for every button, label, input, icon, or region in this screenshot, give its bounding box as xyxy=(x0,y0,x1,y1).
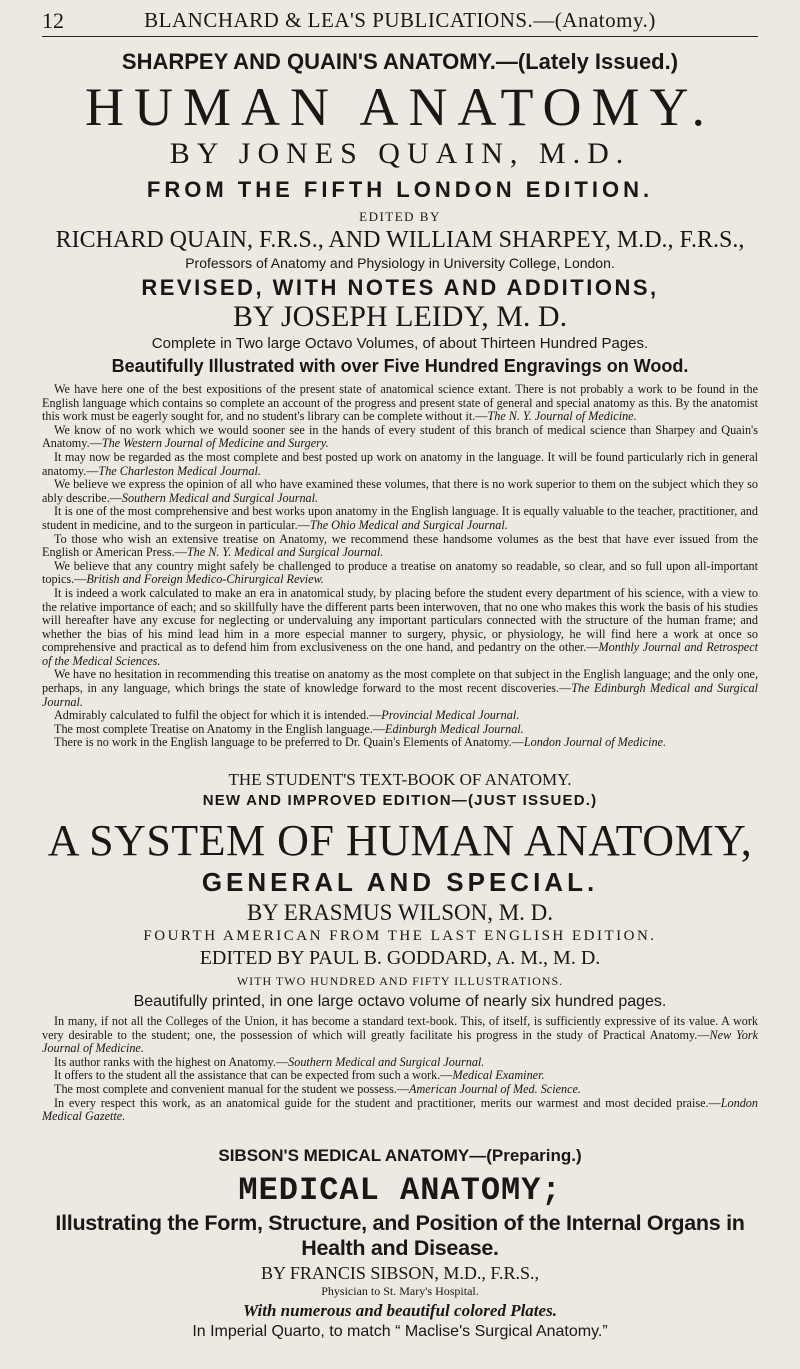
review-item: It is one of the most comprehensive and best works upon anatomy in the English language. It is equally valuable to the teacher, practitioner, and student in medicine, and to the surgeon in particular.—The Ohio Medical and Surgical Journal. xyxy=(42,504,758,532)
revised-line: REVISED, WITH NOTES AND ADDITIONS, xyxy=(141,275,659,300)
review-item: The most complete Treatise on Anatomy in the English language.—Edinburgh Medical Journal. xyxy=(54,721,524,736)
review-item: We have no hesitation in recommending this treatise on anatomy as the most complete on that subject in the English language; and the only one, perhaps, in any language, which brings the state of knowledge forward to the most recent discoveries.—The Edinburgh Medical and Surgical Journal. xyxy=(42,667,758,709)
author-byline: BY JONES QUAIN, M.D. xyxy=(169,137,631,170)
editors-line: RICHARD QUAIN, F.R.S., AND WILLIAM SHARPEY, M.D., F.R.S., xyxy=(55,227,745,253)
illustrations-line: WITH TWO HUNDRED AND FIFTY ILLUSTRATIONS. xyxy=(236,974,564,989)
review-item: In every respect this work, as an anatomical guide for the student and practitioner, merits our warmest and most decided praise.—London Medical Gazette. xyxy=(42,1095,758,1124)
editor-line: EDITED BY PAUL B. GODDARD, A. M., M. D. xyxy=(199,947,601,970)
page-number: 12 xyxy=(42,8,64,33)
review-item: Its author ranks with the highest on Anatomy.—Southern Medical and Surgical Journal. xyxy=(54,1054,485,1069)
review-item: It is indeed a work calculated to make an era in anatomical study, by placing before the student every department of his science, with a view to the relative importance of each; and so skillfully have the different parts been interwoven, that no one who makes this work the basis of his studies will hereafter have any excuse for neglecting or undervaluing any important particulars connected with the structure of the human frame; and whether the bias of his mind lead him in a more especial manner to surgery, physic, or physiology, he will find here a work at once so comprehensive and practical as to defend him from exclusiveness on the one hand, and pedantry on the other.—Monthly Journal and Retrospect of the Medical Sciences. xyxy=(42,585,758,668)
volume-description: Complete in Two large Octavo Volumes, of about Thirteen Hundred Pages. xyxy=(151,335,649,352)
review-item: There is no work in the English language to be preferred to Dr. Quain's Elements of Anatomy.—London Journal of Medicine. xyxy=(54,735,667,750)
format-line: In Imperial Quarto, to match “ Maclise's Surgical Anatomy.” xyxy=(192,1322,608,1340)
book-title: HUMAN ANATOMY. xyxy=(84,77,716,137)
review-item: It offers to the student all the assistance that can be expected from such a work.—Medical Examiner. xyxy=(54,1068,545,1083)
review-list xyxy=(42,1015,758,1124)
reviser-byline: BY JOSEPH LEIDY, M. D. xyxy=(232,300,568,333)
plates-line: With numerous and beautiful colored Plates. xyxy=(243,1300,557,1320)
section-heading: SHARPEY AND QUAIN'S ANATOMY.—(Lately Issued.) xyxy=(121,49,679,74)
review-list xyxy=(42,383,758,750)
review-item: Admirably calculated to fulfil the object for which it is intended.—Provincial Medical Journal. xyxy=(54,708,520,723)
section-heading: THE STUDENT'S TEXT-BOOK OF ANATOMY. xyxy=(228,770,572,790)
review-item: In many, if not all the Colleges of the Union, it has become a standard text-book. This, of itself, is sufficiently expressive of its value. A work very desirable to the student; one, the possession of which will greatly facilitate his progress in the study of Practical Anatomy.—New York Journal of Medicine. xyxy=(42,1014,758,1056)
volume-description: Beautifully printed, in one large octavo volume of nearly six hundred pages. xyxy=(133,993,667,1011)
book-subtitle: GENERAL AND SPECIAL. xyxy=(201,867,599,898)
author-affiliation: Physician to St. Mary's Hospital. xyxy=(321,1283,479,1298)
review-item: The most complete and convenient manual for the student we possess.—American Journal of Med. Science. xyxy=(54,1082,581,1096)
edited-by-label: EDITED BY xyxy=(359,209,441,224)
author-byline: BY FRANCIS SIBSON, M.D., F.R.S., xyxy=(261,1262,539,1283)
edition-line: FROM THE FIFTH LONDON EDITION. xyxy=(146,177,654,202)
edition-line: FOURTH AMERICAN FROM THE LAST ENGLISH EDITION. xyxy=(143,928,657,945)
review-item: We believe that any country might safely be challenged to produce a treatise on anatomy so readable, so clear, and so full upon all-important topics.—British and Foreign Medico-Chirurgical Review. xyxy=(42,558,758,587)
professors-line: Professors of Anatomy and Physiology in University College, London. xyxy=(185,255,615,271)
sharpey-quain-section xyxy=(42,49,758,750)
review-item: We believe we express the opinion of all who have examined these volumes, that there is no work superior to them on the subject which they so ably describe.—Southern Medical and Surgical Journal. xyxy=(42,477,758,505)
sibson-section xyxy=(42,1146,758,1341)
review-item: We know of no work which we would sooner see in the hands of every student of this branch of medical science than Sharpey and Quain's Anatomy.—The Western Journal of Medicine and Surgery. xyxy=(42,422,758,451)
running-title: BLANCHARD & LEA'S PUBLICATIONS.—(Anatomy.) xyxy=(144,8,656,32)
book-title: MEDICAL ANATOMY; xyxy=(238,1171,562,1209)
section-heading: SIBSON'S MEDICAL ANATOMY—(Preparing.) xyxy=(218,1145,582,1165)
running-header xyxy=(42,0,758,37)
review-item: To those who wish an extensive treatise on Anatomy, we recommend these handsome volumes as the best that have ever issued from the English or American Press.—The N. Y. Medical and Surgical Journal. xyxy=(42,531,758,560)
author-byline: BY ERASMUS WILSON, M. D. xyxy=(246,900,554,926)
review-item: We have here one of the best expositions of the present state of anatomical science extant. There is not probably a work to be found in the English language which contains so complete an account of the progress and present state of general and special anatomy as this. By the anatomist this work must be eagerly sought for, and no student's library can be complete without it.—The N. Y. Journal of Medicine. xyxy=(42,382,758,424)
book-title: A SYSTEM OF HUMAN ANATOMY, xyxy=(47,816,753,866)
book-subtitle: Illustrating the Form, Structure, and Position of the Internal Organs in Health and Disease. xyxy=(55,1210,745,1260)
section-subheading: NEW AND IMPROVED EDITION—(JUST ISSUED.) xyxy=(202,792,598,810)
wilson-section xyxy=(42,770,758,1124)
illustration-note: Beautifully Illustrated with over Five Hundred Engravings on Wood. xyxy=(111,356,689,376)
review-item: It may now be regarded as the most complete and best posted up work on anatomy in the language. It will be found particularly rich in general anatomy.—The Charleston Medical Journal. xyxy=(42,449,758,478)
